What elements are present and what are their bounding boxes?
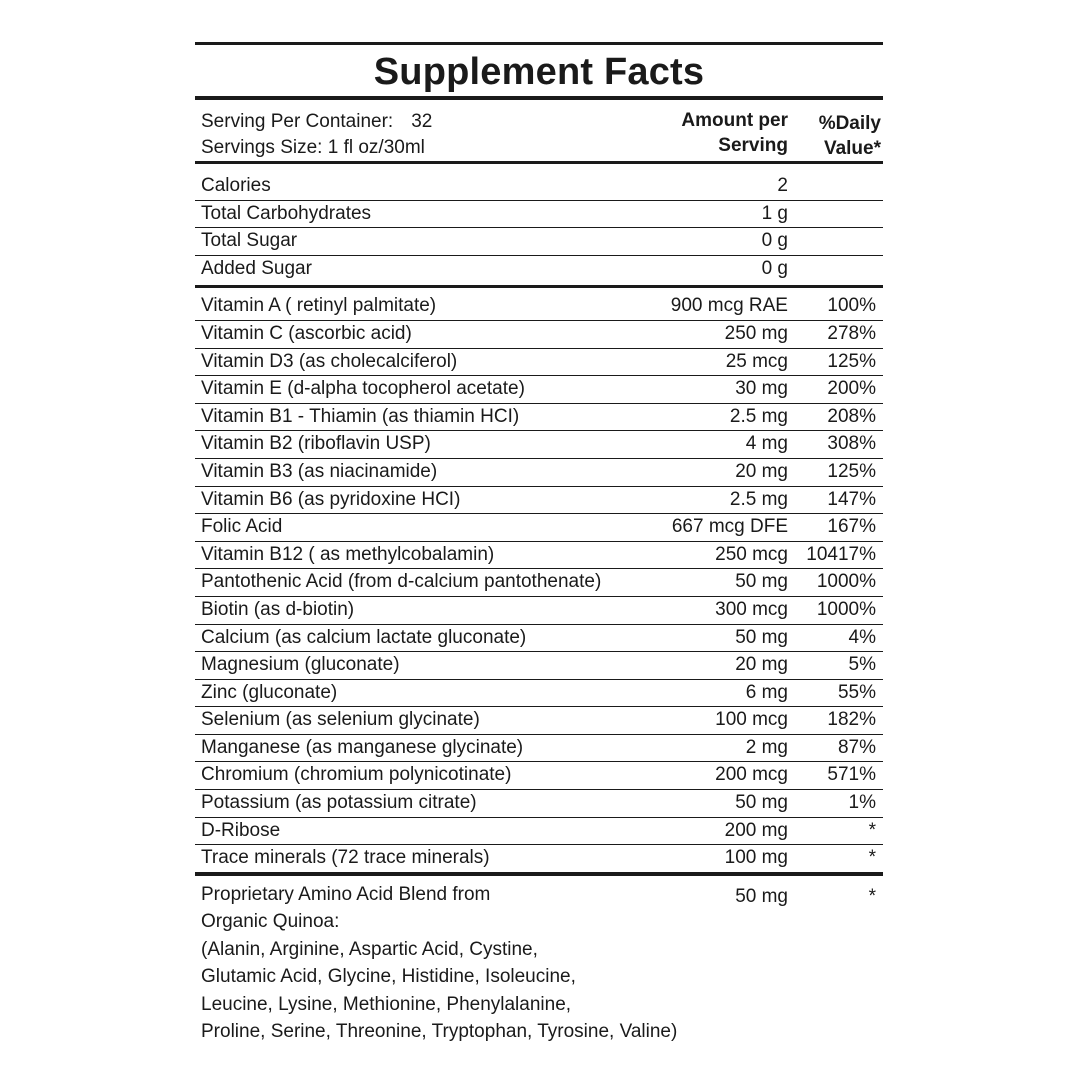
nutrient-name: Pantothenic Acid (from d-calcium pantothenate) (201, 571, 602, 593)
blend-line: Organic Quinoa: (201, 911, 340, 933)
nutrient-name: Magnesium (gluconate) (201, 654, 400, 676)
daily-value-column-header (819, 111, 881, 161)
table-row (195, 201, 883, 229)
nutrient-amount: 900 mcg RAE (670, 295, 788, 317)
nutrient-daily-value: 278% (827, 322, 876, 344)
amount-header-line1: Amount per (681, 110, 788, 131)
nutrient-daily-value: 87% (837, 736, 876, 758)
nutrient-amount: 100 mcg (715, 709, 788, 731)
servings-per-container (201, 109, 432, 135)
nutrient-daily-value: 10417% (806, 543, 876, 565)
nutrient-name: Vitamin A ( retinyl palmitate) (201, 295, 437, 317)
table-row (195, 597, 883, 625)
blend-line: (Alanin, Arginine, Aspartic Acid, Cystine, (201, 938, 538, 960)
nutrient-amount: 200 mg (724, 819, 788, 841)
nutrient-daily-value: 571% (827, 764, 876, 786)
table-row (195, 487, 883, 515)
blend-amount: 50 mg (735, 885, 788, 907)
nutrient-name: Total Carbohydrates (201, 202, 372, 224)
blend-line: Leucine, Lysine, Methionine, Phenylalanine, (201, 993, 572, 1015)
nutrient-daily-value: 55% (837, 681, 876, 703)
nutrient-amount: 50 mg (735, 626, 788, 648)
nutrient-amount: 20 mg (735, 460, 788, 482)
table-row (195, 707, 883, 735)
nutrient-amount: 0 g (761, 257, 788, 279)
nutrient-section (195, 293, 883, 875)
table-row (195, 349, 883, 377)
top-rule (195, 42, 883, 45)
nutrient-daily-value: 125% (827, 460, 876, 482)
proprietary-blend (195, 881, 883, 1046)
nutrient-daily-value: 4% (848, 626, 876, 648)
servings-per-container-value: 32 (411, 111, 433, 132)
nutrient-daily-value: 1000% (816, 571, 876, 593)
table-row (195, 652, 883, 680)
nutrient-daily-value: * (868, 819, 876, 841)
table-row (195, 256, 883, 283)
blend-line: Glutamic Acid, Glycine, Histidine, Isoleucine, (201, 966, 576, 988)
panel-title: Supplement Facts (373, 51, 705, 93)
amount-header-line2: Serving (718, 135, 788, 156)
nutrient-name: D-Ribose (201, 819, 281, 841)
nutrient-daily-value: 147% (827, 488, 876, 510)
nutrient-name: Selenium (as selenium glycinate) (201, 709, 480, 731)
nutrient-amount: 250 mg (724, 322, 788, 344)
dv-header-line2: Value* (823, 138, 881, 159)
nutrient-name: Folic Acid (201, 516, 283, 538)
nutrient-name: Vitamin B3 (as niacinamide) (201, 460, 438, 482)
table-row (195, 431, 883, 459)
table-row (195, 818, 883, 846)
dv-header-line1: %Daily (818, 113, 881, 134)
table-row (195, 321, 883, 349)
nutrient-daily-value: 200% (827, 378, 876, 400)
servings-per-container-label: Serving Per Container: (201, 111, 394, 132)
table-row (195, 680, 883, 708)
nutrient-name: Zinc (gluconate) (201, 681, 338, 703)
nutrient-amount: 50 mg (735, 571, 788, 593)
nutrient-name: Total Sugar (201, 230, 298, 252)
nutrient-amount: 667 mcg DFE (671, 516, 788, 538)
nutrient-amount: 4 mg (745, 433, 788, 455)
basic-nutrition-section (195, 173, 883, 282)
nutrient-daily-value: 182% (827, 709, 876, 731)
nutrient-daily-value: 100% (827, 295, 876, 317)
nutrient-name: Potassium (as potassium citrate) (201, 792, 477, 814)
nutrient-name: Vitamin B12 ( as methylcobalamin) (201, 543, 495, 565)
nutrient-amount: 1 g (761, 202, 788, 224)
table-row (195, 735, 883, 763)
amount-column-header (681, 108, 788, 158)
nutrient-daily-value: 125% (827, 350, 876, 372)
nutrient-amount: 2 (777, 175, 788, 196)
table-row (195, 228, 883, 256)
serving-info (201, 109, 432, 161)
nutrient-name: Chromium (chromium polynicotinate) (201, 764, 512, 786)
nutrient-name: Calcium (as calcium lactate gluconate) (201, 626, 527, 648)
nutrient-amount: 2 mg (745, 736, 788, 758)
nutrient-name: Added Sugar (201, 257, 312, 279)
nutrient-amount: 2.5 mg (729, 405, 788, 427)
nutrient-name: Vitamin B6 (as pyridoxine HCI) (201, 488, 461, 510)
table-row (195, 542, 883, 570)
nutrient-name: Vitamin C (ascorbic acid) (201, 322, 412, 344)
nutrient-amount: 25 mcg (725, 350, 788, 372)
nutrient-daily-value: 167% (827, 516, 876, 538)
table-row (195, 790, 883, 818)
blend-line: Proprietary Amino Acid Blend from (201, 883, 491, 905)
supplement-facts-panel (195, 42, 883, 1046)
nutrient-amount: 20 mg (735, 654, 788, 676)
nutrient-name: Vitamin D3 (as cholecalciferol) (201, 350, 458, 372)
nutrient-amount: 200 mcg (715, 764, 788, 786)
nutrient-amount: 6 mg (745, 681, 788, 703)
table-row (195, 376, 883, 404)
nutrient-name: Biotin (as d-biotin) (201, 598, 355, 620)
nutrient-amount: 250 mcg (715, 543, 788, 565)
nutrient-daily-value: * (868, 847, 876, 869)
nutrient-daily-value: 208% (827, 405, 876, 427)
nutrient-name: Trace minerals (72 trace minerals) (201, 847, 490, 869)
table-row (195, 845, 883, 872)
nutrient-name: Calories (201, 175, 271, 196)
nutrient-amount: 2.5 mg (729, 488, 788, 510)
blend-line: Proline, Serine, Threonine, Tryptophan, Tyrosine, Valine) (201, 1021, 678, 1043)
nutrient-name: Vitamin B1 - Thiamin (as thiamin HCI) (201, 405, 520, 427)
nutrient-daily-value: 308% (827, 433, 876, 455)
nutrient-name: Vitamin E (d-alpha tocopherol acetate) (201, 378, 525, 400)
table-row (195, 404, 883, 432)
table-row (195, 569, 883, 597)
nutrient-amount: 50 mg (735, 792, 788, 814)
table-row (195, 625, 883, 653)
table-row (195, 173, 883, 201)
nutrient-amount: 30 mg (735, 378, 788, 400)
nutrient-amount: 300 mcg (715, 598, 788, 620)
nutrient-amount: 0 g (761, 230, 788, 252)
table-row (195, 293, 883, 321)
nutrient-name: Vitamin B2 (riboflavin USP) (201, 433, 431, 455)
nutrient-amount: 100 mg (724, 847, 788, 869)
table-row (195, 459, 883, 487)
nutrient-daily-value: 1000% (816, 598, 876, 620)
serving-size: Servings Size: 1 fl oz/30ml (201, 137, 425, 158)
nutrient-daily-value: 5% (848, 654, 876, 676)
table-row (195, 762, 883, 790)
table-row (195, 514, 883, 542)
blend-daily-value: * (868, 885, 876, 907)
nutrient-daily-value: 1% (848, 792, 876, 814)
nutrient-name: Manganese (as manganese glycinate) (201, 736, 524, 758)
serving-header (195, 100, 883, 164)
